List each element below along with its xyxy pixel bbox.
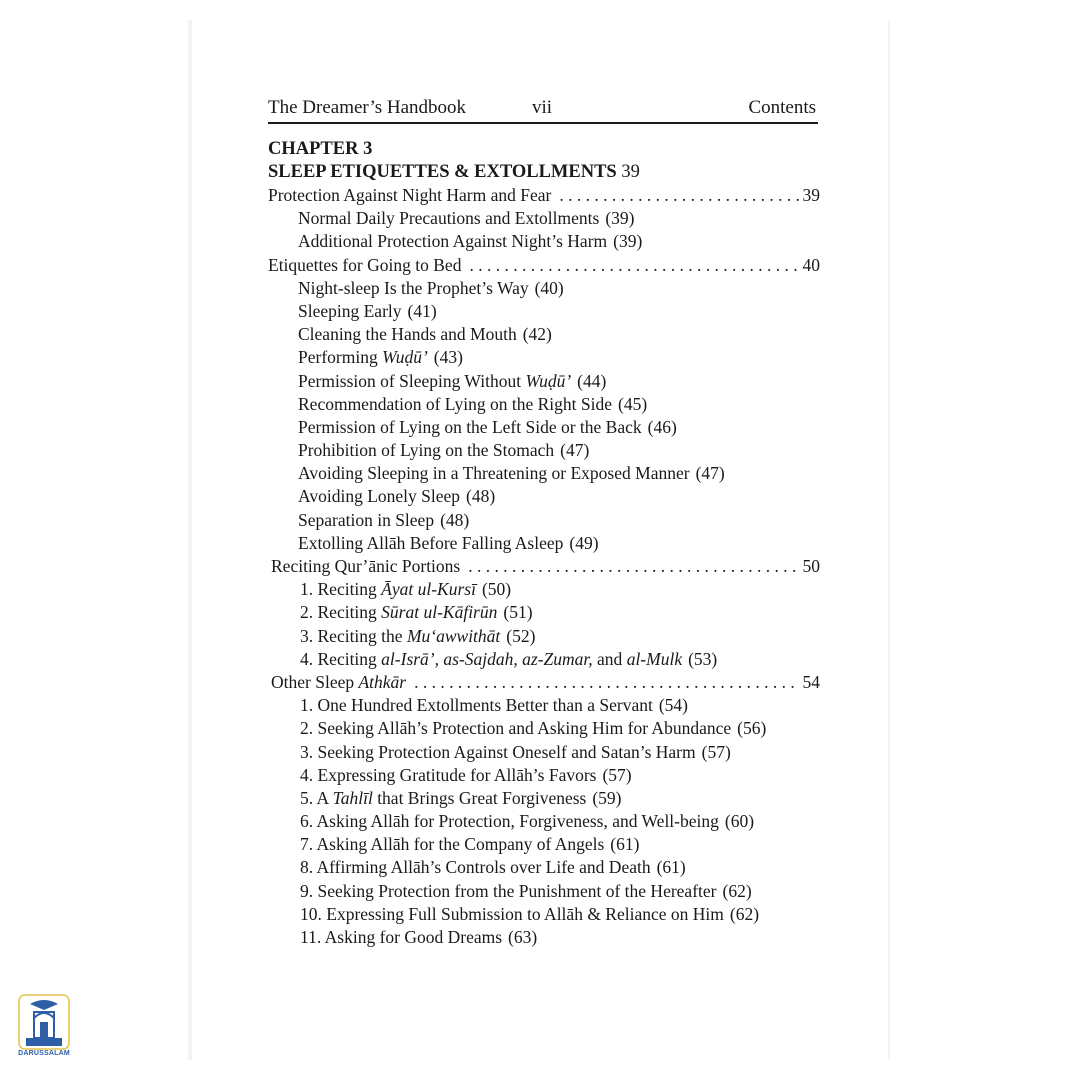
entry-page-ref: (47) xyxy=(560,440,590,461)
entry-italic-term: Wuḍū’ xyxy=(382,347,428,368)
header-book-title: The Dreamer’s Handbook xyxy=(268,97,467,118)
entry-page-ref: (41) xyxy=(407,300,437,321)
chapter-title xyxy=(268,161,828,184)
header-page-number: vii xyxy=(532,97,553,118)
toc-entry xyxy=(268,578,828,601)
toc-entry xyxy=(268,694,828,717)
toc-entry xyxy=(268,810,828,833)
entry-page-ref: (43) xyxy=(433,347,463,368)
toc-entry xyxy=(268,601,828,624)
entry-text: Prohibition of Lying on the Stomach xyxy=(298,440,555,461)
entry-text: Performing xyxy=(298,347,378,368)
toc-entry xyxy=(268,393,828,416)
entry-text: Cleaning the Hands and Mouth xyxy=(298,324,517,345)
entry-italic-term: Mu‘awwithāt xyxy=(406,625,501,646)
entry-text: 4. Expressing Gratitude for Allāh’s Favors xyxy=(300,764,597,785)
entry-text: 1. One Hundred Extollments Better than a Servant xyxy=(300,695,653,716)
header-section: Contents xyxy=(748,97,816,118)
entry-page-ref: (59) xyxy=(592,787,622,808)
toc-entry xyxy=(268,741,828,764)
entry-page-ref: (47) xyxy=(695,463,725,484)
chapter-label: CHAPTER 3 xyxy=(268,139,373,159)
chapter-title-text: SLEEP ETIQUETTES & EXTOLLMENTS xyxy=(268,162,617,182)
section-title: Protection Against Night Harm and Fear xyxy=(268,185,552,205)
section-page: 54 xyxy=(802,671,820,692)
entry-italic-term: al-Mulk xyxy=(626,648,683,669)
entry-text: Extolling Allāh Before Falling Asleep xyxy=(298,532,564,553)
toc-entry xyxy=(268,277,828,300)
leader-dots xyxy=(559,184,798,207)
section-page: 50 xyxy=(802,556,820,576)
entry-page-ref: (49) xyxy=(569,532,599,553)
toc-entry xyxy=(268,833,828,856)
entry-page-ref: (39) xyxy=(605,208,635,229)
toc-entry xyxy=(268,439,828,462)
entry-text: Avoiding Sleeping in a Threatening or Exposed Manner xyxy=(298,463,690,484)
entry-page-ref: (62) xyxy=(722,880,752,901)
entry-page-ref: (42) xyxy=(522,324,552,345)
section-title-text: Other Sleep xyxy=(271,671,355,692)
leader-dots xyxy=(468,555,798,578)
entry-text: 3. Reciting the xyxy=(300,625,403,646)
toc-entry xyxy=(268,207,828,230)
entry-italic-term: Sūrat ul-Kāfirūn xyxy=(381,602,498,623)
entry-text: Permission of Lying on the Left Side or the Back xyxy=(298,416,642,437)
toc-section xyxy=(268,254,820,277)
leader-dots xyxy=(469,254,798,277)
toc-entry xyxy=(268,625,828,648)
toc-entry xyxy=(268,880,828,903)
section-title xyxy=(271,671,406,694)
entry-text: 2. Seeking Allāh’s Protection and Asking Him for Abundance xyxy=(300,718,732,739)
toc-entry xyxy=(268,717,828,740)
entry-text: 7. Asking Allāh for the Company of Angels xyxy=(300,834,605,855)
entry-page-ref: (62) xyxy=(729,903,760,924)
logo-text: DARUSSALAM xyxy=(18,1050,70,1057)
entry-text: 11. Asking for Good Dreams xyxy=(300,927,503,947)
toc-entry xyxy=(268,485,828,508)
entry-page-ref: (40) xyxy=(534,277,564,298)
entry-text: that Brings Great Forgiveness xyxy=(377,787,587,808)
toc-entry xyxy=(268,416,828,439)
entry-page-ref: (53) xyxy=(688,648,718,669)
entry-text: 8. Affirming Allāh’s Controls over Life and Death xyxy=(300,857,651,878)
entry-page-ref: (60) xyxy=(724,811,755,832)
toc-entry xyxy=(268,462,828,485)
entry-page-ref: (39) xyxy=(613,231,643,252)
entry-text: Separation in Sleep xyxy=(298,509,435,530)
toc-entry xyxy=(268,230,828,253)
entry-page-ref: (56) xyxy=(737,718,767,739)
entry-text: 4. Reciting xyxy=(300,648,377,669)
toc-entry xyxy=(268,323,828,346)
toc-entry xyxy=(268,346,828,369)
running-header xyxy=(268,96,818,124)
entry-text: Normal Daily Precautions and Extollments xyxy=(298,208,600,229)
entry-text: Night-sleep Is the Prophet’s Way xyxy=(298,277,529,298)
entry-text: 3. Seeking Protection Against Oneself and Satan’s Harm xyxy=(300,741,696,762)
toc-section xyxy=(268,555,820,578)
leader-dots xyxy=(414,671,798,694)
table-of-contents xyxy=(268,138,828,949)
entry-page-ref: (46) xyxy=(647,416,677,437)
section-page: 39 xyxy=(802,185,820,205)
entry-page-ref: (57) xyxy=(602,764,632,785)
entry-text: Recommendation of Lying on the Right Side xyxy=(298,393,612,414)
toc-entry xyxy=(268,764,828,787)
toc-section xyxy=(268,184,820,207)
entry-text: Avoiding Lonely Sleep xyxy=(298,486,461,507)
toc-entry xyxy=(268,300,828,323)
entry-text: Sleeping Early xyxy=(298,300,402,321)
entry-italic-term: Wuḍū’ xyxy=(525,370,572,391)
toc-section xyxy=(268,671,820,694)
entry-text: 1. Reciting xyxy=(300,579,377,600)
chapter-page: 39 xyxy=(621,162,640,182)
entry-text: 5. A xyxy=(300,787,329,808)
toc-entry xyxy=(268,856,828,879)
entry-text: and xyxy=(597,648,623,669)
section-title-italic: Athkār xyxy=(358,671,407,692)
toc-entry xyxy=(268,370,828,393)
entry-page-ref: (61) xyxy=(656,857,686,878)
toc-entry xyxy=(268,787,828,810)
entry-italic-term: al-Isrā’, as-Sajdah, az-Zumar, xyxy=(381,648,593,669)
entry-italic-term: Tahlīl xyxy=(332,787,373,808)
toc-entry xyxy=(268,903,828,926)
entry-text: 9. Seeking Protection from the Punishment of the Hereafter xyxy=(300,880,717,901)
entry-page-ref: (45) xyxy=(618,393,648,414)
entry-page-ref: (52) xyxy=(506,625,536,646)
entry-text: 6. Asking Allāh for Protection, Forgiveness, and Well-being xyxy=(300,811,719,832)
entry-page-ref: (50) xyxy=(481,579,512,600)
entry-text: 2. Reciting xyxy=(300,602,377,623)
entry-page-ref: (63) xyxy=(508,927,538,947)
section-page: 40 xyxy=(802,254,820,275)
entry-page-ref: (57) xyxy=(701,741,731,762)
entry-italic-term: Āyat ul-Kursī xyxy=(381,579,476,600)
toc-entry xyxy=(268,648,828,671)
entry-page-ref: (48) xyxy=(466,486,496,507)
entry-text: Permission of Sleeping Without xyxy=(298,370,522,391)
section-title: Reciting Qur’ānic Portions xyxy=(271,556,461,576)
entry-page-ref: (48) xyxy=(440,509,470,530)
section-title: Etiquettes for Going to Bed xyxy=(268,254,462,275)
entry-page-ref: (44) xyxy=(577,370,607,391)
toc-entry xyxy=(268,926,828,949)
entry-page-ref: (51) xyxy=(503,602,533,623)
entry-text: Additional Protection Against Night’s Harm xyxy=(298,231,608,252)
entry-page-ref: (61) xyxy=(610,834,640,855)
entry-text: 10. Expressing Full Submission to Allāh & Reliance on Him xyxy=(300,903,724,924)
entry-page-ref: (54) xyxy=(658,695,688,716)
toc-entry xyxy=(268,509,828,532)
toc-entry xyxy=(268,532,828,555)
